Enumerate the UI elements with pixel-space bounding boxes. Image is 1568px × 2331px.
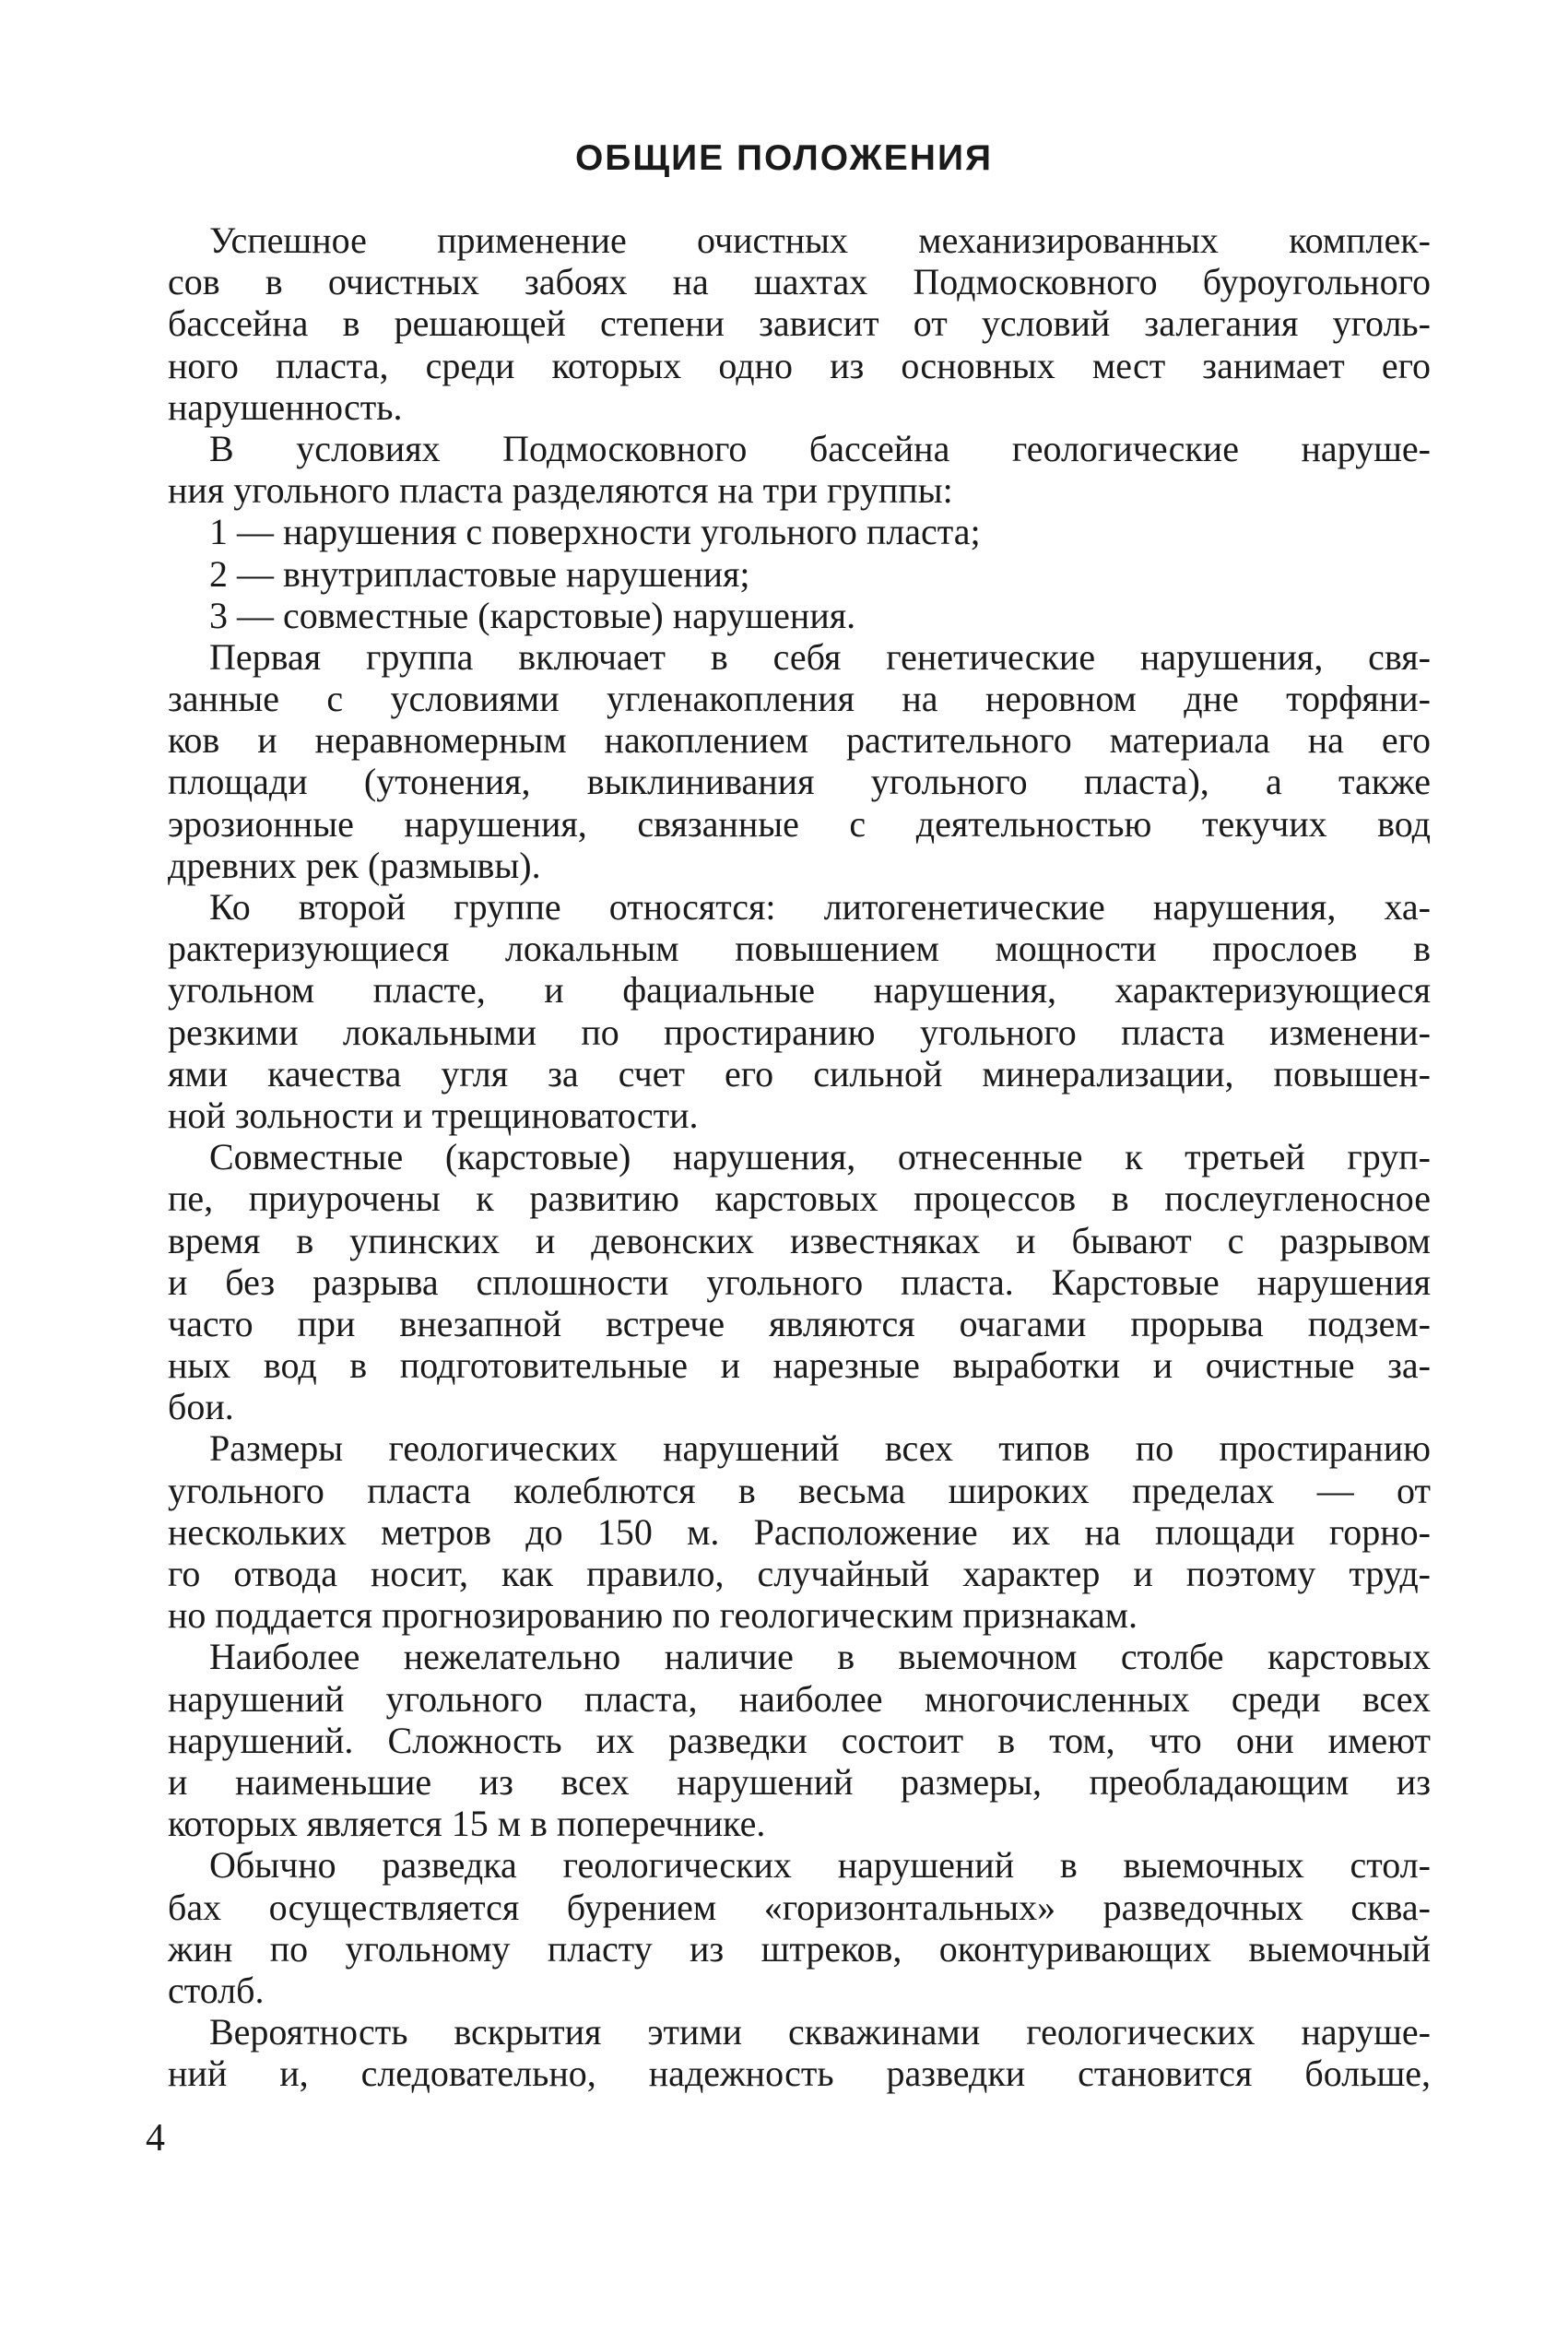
text-line: 1 — нарушения с поверхности угольного пласта; [209, 511, 981, 553]
text-line: Ко второй группе относятся: литогенетические нарушения, ха- [209, 886, 1431, 928]
text-line: нескольких метров до 150 м. Расположение их на площади горно- [168, 1510, 1431, 1553]
text-line: столб. [168, 1969, 265, 2011]
text-line: Совместные (карстовые) нарушения, отнесенные к третьей груп- [209, 1136, 1431, 1178]
text-line: Вероятность вскрытия этими скважинами геологических наруше- [209, 2011, 1431, 2053]
text-line: ных вод в подготовительные и нарезные выработки и очистные за- [168, 1344, 1431, 1387]
body-text [168, 219, 1431, 2094]
text-line: ний и, следовательно, надежность разведки становится больше, [168, 2053, 1431, 2095]
text-line: время в упинских и девонских известняках и бывают с разрывом [168, 1219, 1431, 1261]
text-line: и без разрыва сплошности угольного пласта. Карстовые нарушения [168, 1260, 1431, 1303]
text-line: которых является 15 м в поперечнике. [168, 1803, 766, 1845]
page-title: ОБЩИЕ ПОЛОЖЕНИЯ [574, 138, 994, 178]
text-line: Успешное применение очистных механизированных комплек- [209, 219, 1431, 261]
text-line: Наиболее нежелательно наличие в выемочном столбе карстовых [209, 1636, 1431, 1678]
text-line: угольного пласта колеблются в весьма широких пределах — от [168, 1469, 1431, 1511]
text-line: рактеризующиеся локальным повышением мощности прослоев в [168, 928, 1431, 970]
text-line: го отвода носит, как правило, случайный характер и поэтому труд- [168, 1553, 1431, 1594]
text-line: бои. [168, 1386, 234, 1428]
text-line: резкими локальными по простиранию угольного пласта изменени- [168, 1011, 1431, 1053]
text-line: ной зольности и трещиноватости. [168, 1094, 699, 1136]
text-line: древних рек (размывы). [168, 844, 541, 886]
text-line: жин по угольному пласту из штреков, оконтуривающих выемочный [168, 1927, 1431, 1970]
text-line: ного пласта, среди которых одно из основных мест занимает его [168, 344, 1431, 386]
text-line: пе, приурочены к развитию карстовых процессов в послеугленосное [168, 1177, 1431, 1220]
text-line: нарушенность. [168, 385, 403, 428]
text-line: угольном пласте, и фациальные нарушения, характеризующиеся [168, 969, 1431, 1012]
text-line: 2 — внутрипластовые нарушения; [209, 552, 750, 595]
text-line: ния угольного пласта разделяются на три группы: [168, 469, 953, 512]
text-line: Размеры геологических нарушений всех типов по простиранию [209, 1427, 1431, 1470]
text-line: В условиях Подмосковного бассейна геологические наруше- [209, 427, 1431, 469]
text-line: и наименьшие из всех нарушений размеры, преобладающим из [168, 1760, 1431, 1803]
text-line: бассейна в решающей степени зависит от условий залегания уголь- [168, 302, 1431, 345]
text-line: но поддается прогнозированию по геологическим признакам. [168, 1594, 1138, 1637]
page-number: 4 [146, 2117, 165, 2159]
text-line: занные с условиями угленакопления на неровном дне торфяни- [168, 678, 1431, 720]
text-line: бах осуществляется бурением «горизонтальных» разведочных сква- [168, 1886, 1431, 1928]
text-line: сов в очистных забоях на шахтах Подмосковного буроугольного [168, 261, 1431, 303]
text-line: Обычно разведка геологических нарушений в выемочных стол- [209, 1844, 1431, 1887]
text-line: ков и неравномерным накоплением растительного материала на его [168, 719, 1431, 762]
text-line: ями качества угля за счет его сильной минерализации, повышен- [168, 1052, 1431, 1095]
text-line: нарушений. Сложность их разведки состоит в том, что они имеют [168, 1719, 1431, 1761]
text-line: площади (утонения, выклинивания угольного пласта), а также [168, 761, 1431, 803]
text-line: эрозионные нарушения, связанные с деятельностью текучих вод [168, 802, 1431, 845]
text-line: часто при внезапной встрече являются очагами прорыва подзем- [168, 1302, 1431, 1344]
text-line: нарушений угольного пласта, наиболее многочисленных среди всех [168, 1677, 1431, 1720]
text-line: Первая группа включает в себя генетические нарушения, свя- [209, 635, 1431, 678]
text-line: 3 — совместные (карстовые) нарушения. [209, 594, 856, 636]
